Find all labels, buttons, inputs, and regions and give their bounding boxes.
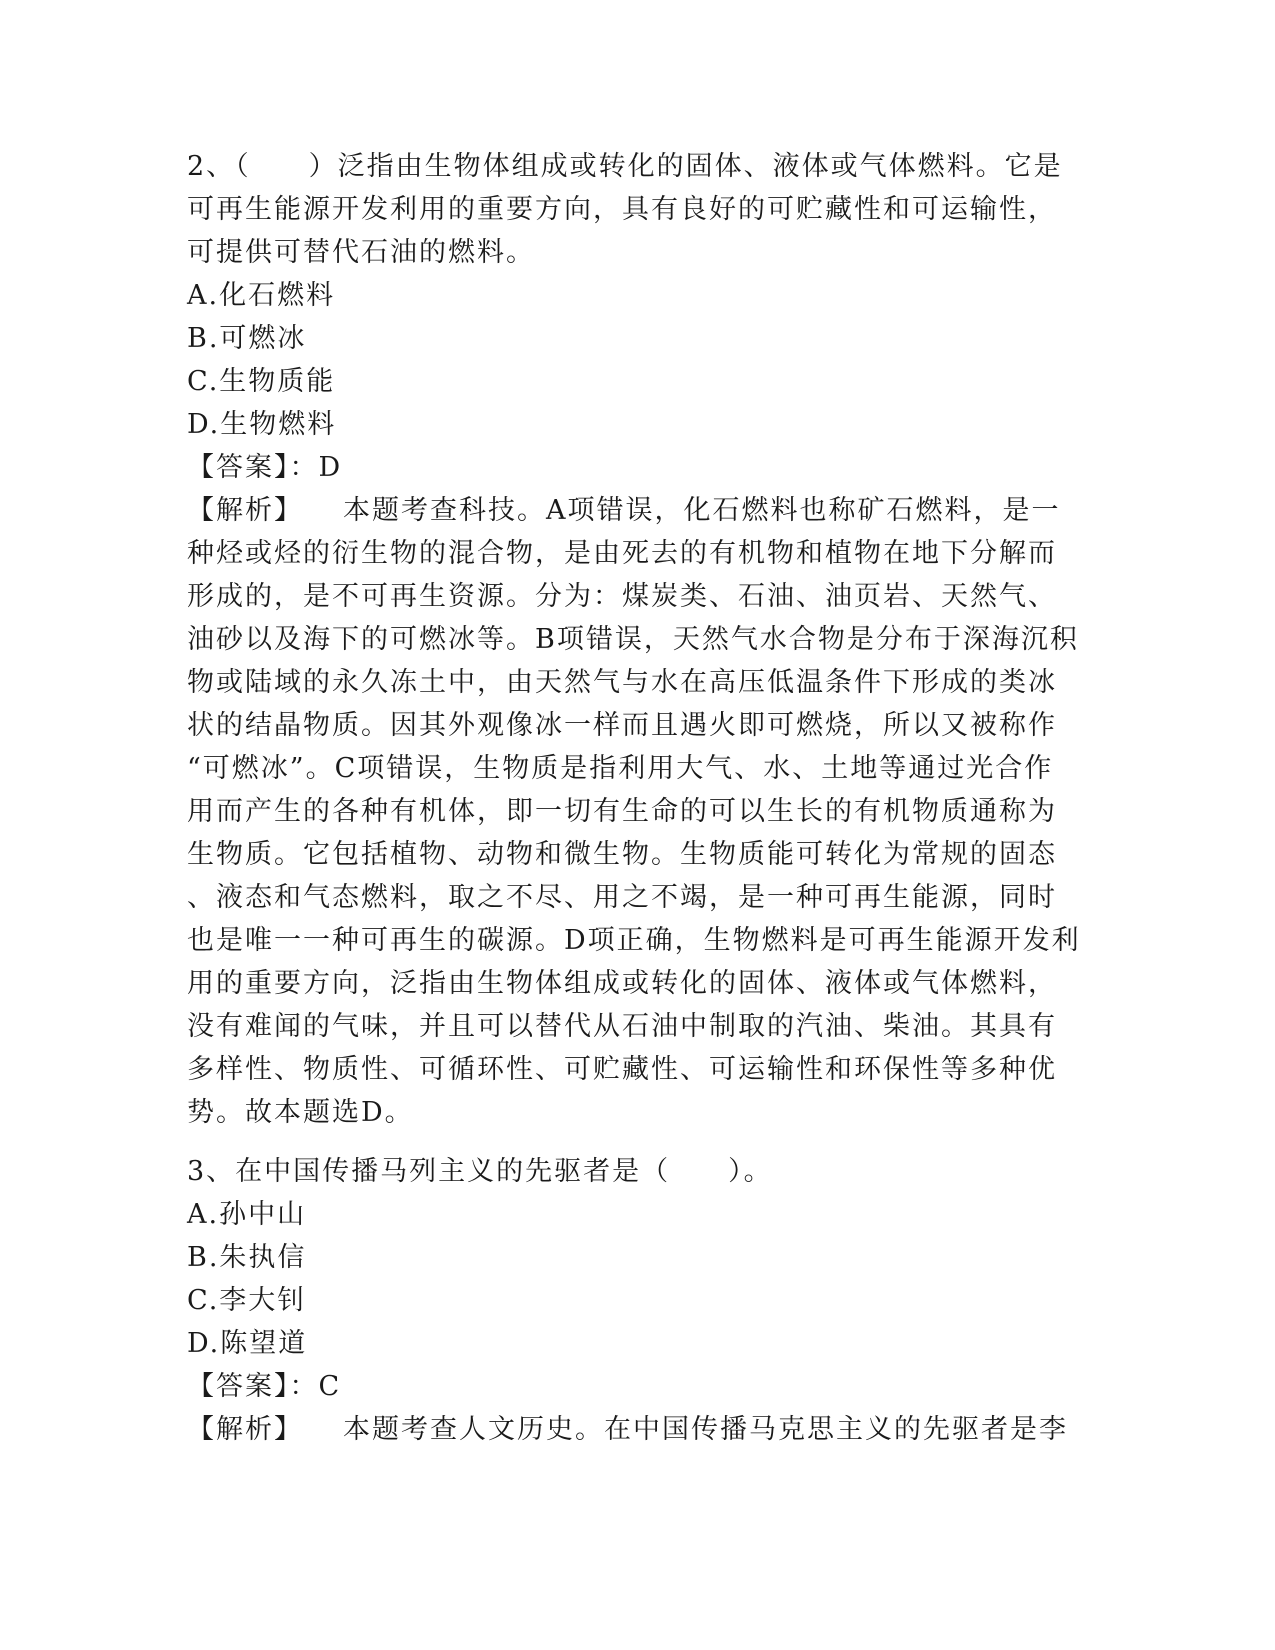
analysis-line — [187, 489, 1087, 532]
analysis-text: 本题考查人文历史。在中国传播马克思主义的先驱者是李 — [343, 1414, 1068, 1445]
analysis-line: “可燃冰”。C项错误，生物质是指利用大气、水、土地等通过光合作 — [187, 753, 1054, 784]
analysis-line: 形成的，是不可再生资源。分为：煤炭类、石油、油页岩、天然气、 — [187, 581, 1057, 612]
analysis-line: 状的结晶物质。因其外观像冰一样而且遇火即可燃烧，所以又被称作 — [187, 710, 1057, 741]
option-c: C.生物质能 — [187, 366, 336, 397]
answer-line — [187, 1365, 1087, 1408]
analysis-line: 用的重要方向，泛指由生物体组成或转化的固体、液体或气体燃料， — [187, 968, 1057, 999]
option-a: A.化石燃料 — [187, 280, 336, 311]
option-d: D.陈望道 — [187, 1328, 308, 1359]
analysis-line: 没有难闻的气味，并且可以替代从石油中制取的汽油、柴油。其具有 — [187, 1011, 1057, 1042]
option-a: A.孙中山 — [187, 1199, 307, 1230]
answer-value: ：C — [289, 1371, 342, 1402]
answer-label: 【答案】 — [187, 452, 290, 483]
option-d: D.生物燃料 — [187, 409, 337, 440]
analysis-text: 本题考查科技。A项错误，化石燃料也称矿石燃料，是一 — [343, 495, 1061, 526]
analysis-label: 【解析】 — [187, 1414, 303, 1445]
analysis-line: 种烃或烃的衍生物的混合物，是由死去的有机物和植物在地下分解而 — [187, 538, 1057, 569]
question-2 — [187, 145, 1087, 1134]
question-stem-line: 可再生能源开发利用的重要方向，具有良好的可贮藏性和可运输性， — [187, 194, 1057, 225]
option-c: C.李大钊 — [187, 1285, 307, 1316]
analysis-line: 、液态和气态燃料，取之不尽、用之不竭，是一种可再生能源，同时 — [187, 882, 1057, 913]
question-stem-line: 可提供可替代石油的燃料。 — [187, 237, 535, 268]
answer-label: 【答案】 — [187, 1371, 290, 1402]
answer-value: ：D — [289, 452, 343, 483]
question-stem-line: 3、在中国传播马列主义的先驱者是（ ）。 — [187, 1156, 773, 1187]
analysis-line: 用而产生的各种有机体，即一切有生命的可以生长的有机物质通称为 — [187, 796, 1057, 827]
analysis-line: 物或陆域的永久冻土中，由天然气与水在高压低温条件下形成的类冰 — [187, 667, 1057, 698]
question-stem-line: 2、（ ）泛指由生物体组成或转化的固体、液体或气体燃料。它是 — [187, 151, 1063, 182]
option-b: B.可燃冰 — [187, 323, 307, 354]
document-page — [187, 145, 1087, 1451]
analysis-line: 油砂以及海下的可燃冰等。B项错误，天然气水合物是分布于深海沉积 — [187, 624, 1079, 655]
analysis-line: 势。故本题选D。 — [187, 1097, 414, 1128]
analysis-line — [187, 1408, 1087, 1451]
analysis-line: 生物质。它包括植物、动物和微生物。生物质能可转化为常规的固态 — [187, 839, 1057, 870]
question-3 — [187, 1150, 1087, 1451]
analysis-line: 多样性、物质性、可循环性、可贮藏性、可运输性和环保性等多种优 — [187, 1054, 1057, 1085]
analysis-line: 也是唯一一种可再生的碳源。D项正确，生物燃料是可再生能源开发利 — [187, 925, 1081, 956]
analysis-label: 【解析】 — [187, 495, 303, 526]
answer-line — [187, 446, 1087, 489]
option-b: B.朱执信 — [187, 1242, 307, 1273]
